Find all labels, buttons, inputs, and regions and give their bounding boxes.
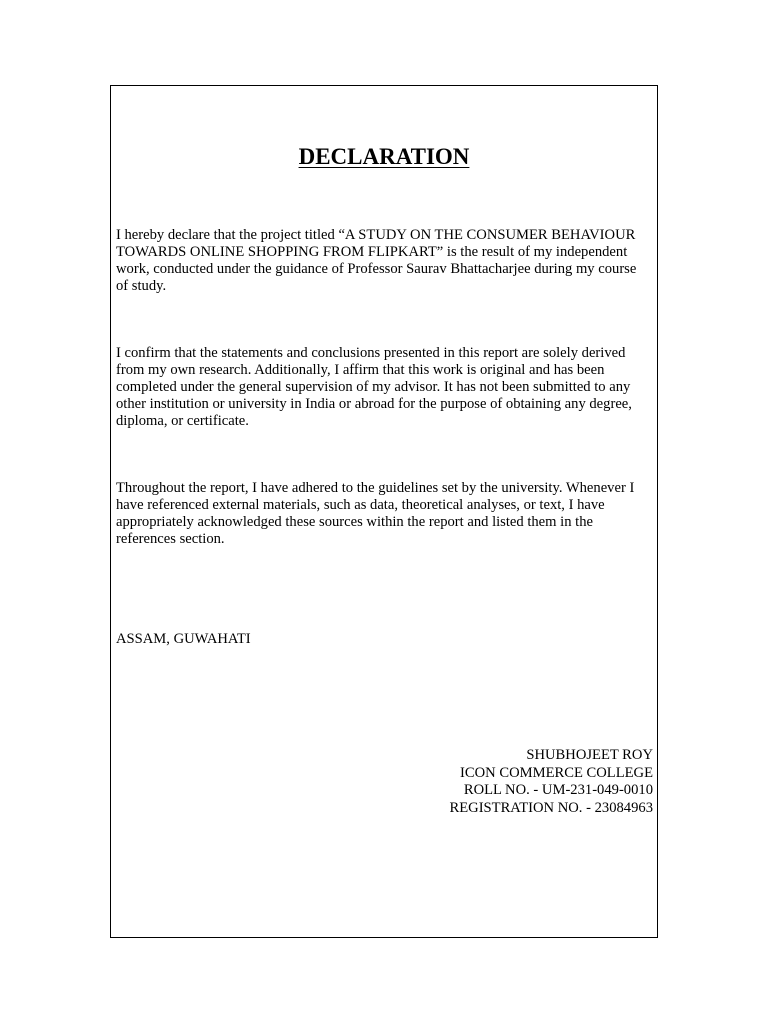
signer-name: SHUBHOJEET ROY [526, 747, 653, 763]
college-name: ICON COMMERCE COLLEGE [460, 764, 653, 781]
declaration-paragraph-3: Throughout the report, I have adhered to the guidelines set by the university. Whenever I have referenced external materials, such as data, theoretical analyses, or text, I have appropriately acknowledged these sources within the report and listed them in the references section. [116, 480, 635, 547]
declaration-paragraph-2: I confirm that the statements and conclusions presented in this report are solely derived from my own research. Additionally, I affirm that this work is original and has been completed under the general supervision of my advisor. It has not been submitted to any other institution or university in India or abroad for the purpose of obtaining any degree, diploma, or certificate. [116, 345, 632, 429]
place-line: ASSAM, GUWAHATI [116, 631, 251, 647]
registration-number: REGISTRATION NO. - 23084963 [449, 799, 653, 816]
roll-number: ROLL NO. - UM-231-049-0010 [463, 782, 653, 798]
page-title [110, 142, 658, 172]
signature-block [450, 747, 654, 817]
page-title-text: DECLARATION [298, 144, 470, 169]
declaration-paragraph-1: I hereby declare that the project titled “A STUDY ON THE CONSUMER BEHAVIOUR TOWARDS ONLINE SHOPPING FROM FLIPKART” is the result of my independent work, conducted under the guidance of Professor Saurav Bhattacharjee during my course of study. [116, 227, 637, 294]
